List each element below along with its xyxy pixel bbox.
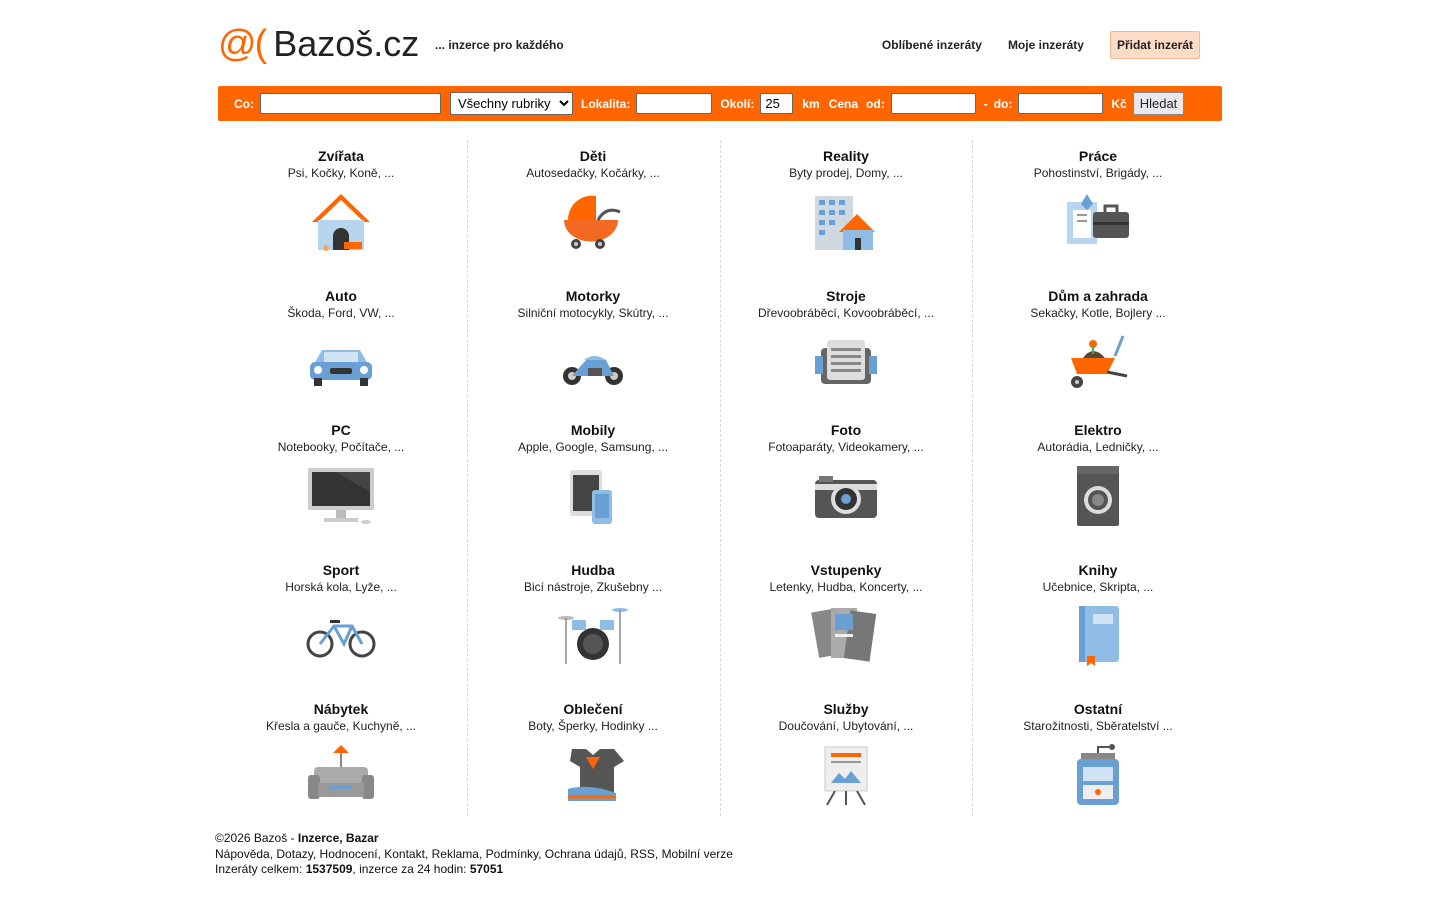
tickets-icon[interactable] xyxy=(811,604,881,668)
footer-link-privacy[interactable]: Ochrana údajů xyxy=(544,846,624,861)
site-footer xyxy=(215,831,733,878)
km-label: km xyxy=(802,96,820,111)
footer-copyright: ©2026 Bazoš - xyxy=(215,831,298,845)
nav-my-ads-link[interactable]: Moje inzeráty xyxy=(1007,38,1084,52)
machine-icon[interactable] xyxy=(811,330,881,394)
logo-at-mark: @( xyxy=(218,23,266,65)
stats-day: 57051 xyxy=(469,862,504,876)
site-header xyxy=(218,22,1222,66)
currency-label: Kč xyxy=(1111,96,1127,111)
category-subtitle: Sekačky, Kotle, Bojlery ... xyxy=(1030,306,1166,320)
stroller-icon[interactable] xyxy=(558,190,628,254)
radius-input[interactable] xyxy=(760,93,793,114)
category-subtitle: Letenky, Hudba, Koncerty, ... xyxy=(769,580,923,594)
sofa-icon[interactable] xyxy=(306,743,376,807)
category-subtitle: Byty prodej, Domy, ... xyxy=(789,166,903,180)
search-query-input[interactable] xyxy=(260,93,441,114)
category-5[interactable] xyxy=(216,288,466,394)
stats-total-label: Inzeráty celkem: xyxy=(215,862,306,876)
category-subtitle: Horská kola, Lyže, ... xyxy=(285,580,397,594)
category-4[interactable] xyxy=(973,148,1223,254)
washing-machine-icon[interactable] xyxy=(1063,464,1133,528)
category-title[interactable]: Děti xyxy=(579,148,607,164)
category-12[interactable] xyxy=(973,422,1223,528)
category-14[interactable] xyxy=(468,562,718,668)
category-title[interactable]: Foto xyxy=(830,422,862,438)
footer-link-faq[interactable]: Dotazy xyxy=(276,846,313,861)
category-subtitle: Dřevoobráběcí, Kovoobráběcí, ... xyxy=(757,306,935,320)
buildings-icon[interactable] xyxy=(811,190,881,254)
category-title[interactable]: Reality xyxy=(823,148,869,164)
search-bar xyxy=(218,86,1222,121)
book-icon[interactable] xyxy=(1063,604,1133,668)
category-subtitle: Autosedačky, Kočárky, ... xyxy=(526,166,660,180)
category-title[interactable]: Vstupenky xyxy=(810,562,882,578)
category-18[interactable] xyxy=(468,701,718,807)
category-10[interactable] xyxy=(468,422,718,528)
logo-name: Bazoš.cz xyxy=(273,23,420,64)
category-11[interactable] xyxy=(721,422,971,528)
cena-label: Cena xyxy=(828,96,859,111)
category-subtitle: Křesla a gauče, Kuchyně, ... xyxy=(265,719,417,733)
category-8[interactable] xyxy=(973,288,1223,394)
category-subtitle: Doučování, Ubytování, ... xyxy=(778,719,914,733)
price-from-label: od: xyxy=(866,96,885,111)
top-nav xyxy=(856,31,1200,59)
category-3[interactable] xyxy=(721,148,971,254)
drums-icon[interactable] xyxy=(558,604,628,668)
category-19[interactable] xyxy=(721,701,971,807)
category-title[interactable]: Auto xyxy=(325,288,357,304)
co-label: Co: xyxy=(234,96,254,111)
site-logo[interactable] xyxy=(218,22,419,66)
footer-link-mobile[interactable]: Mobilní verze xyxy=(661,846,733,861)
category-title[interactable]: Zvířata xyxy=(318,148,364,164)
stats-day-label: , inzerce za 24 hodin: xyxy=(352,862,470,876)
category-subtitle: Notebooky, Počítače, ... xyxy=(277,440,405,454)
category-subtitle: Učebnice, Skripta, ... xyxy=(1042,580,1154,594)
footer-link-contact[interactable]: Kontakt xyxy=(384,846,425,861)
stats-total: 1537509 xyxy=(305,862,353,876)
footer-link-terms[interactable]: Podmínky xyxy=(485,846,539,861)
category-subtitle: Starožitnosti, Sběratelství ... xyxy=(1023,719,1173,733)
category-title[interactable]: Elektro xyxy=(1074,422,1122,438)
category-subtitle: Bicí nástroje, Zkušebny ... xyxy=(523,580,663,594)
wheelbarrow-icon[interactable] xyxy=(1063,330,1133,394)
footer-link-help[interactable]: Nápověda xyxy=(215,846,270,861)
footer-copyright-line xyxy=(215,831,733,847)
category-title[interactable]: Sport xyxy=(322,562,360,578)
phones-icon[interactable] xyxy=(558,464,628,528)
category-title[interactable]: PC xyxy=(331,422,351,438)
category-title[interactable]: Ostatní xyxy=(1073,701,1123,717)
nav-favorites-link[interactable]: Oblíbené inzeráty xyxy=(881,38,982,52)
category-1[interactable] xyxy=(216,148,466,254)
category-16[interactable] xyxy=(973,562,1223,668)
car-icon[interactable] xyxy=(306,330,376,394)
category-subtitle: Autorádia, Ledničky, ... xyxy=(1037,440,1159,454)
category-subtitle: Fotoaparáty, Videokamery, ... xyxy=(768,440,924,454)
okoli-label: Okolí: xyxy=(720,96,755,111)
category-title[interactable]: Dům a zahrada xyxy=(1048,288,1148,304)
footer-link-ads[interactable]: Reklama xyxy=(431,846,479,861)
bicycle-icon[interactable] xyxy=(306,604,376,668)
category-subtitle: Psi, Kočky, Koně, ... xyxy=(287,166,395,180)
category-title[interactable]: Mobily xyxy=(570,422,616,438)
price-from-input[interactable] xyxy=(891,93,976,114)
motorcycle-icon[interactable] xyxy=(558,330,628,394)
category-title[interactable]: Oblečení xyxy=(563,701,623,717)
category-13[interactable] xyxy=(216,562,466,668)
search-button[interactable]: Hledat xyxy=(1133,92,1185,115)
add-ad-button[interactable]: Přidat inzerát xyxy=(1110,31,1200,59)
camera-icon[interactable] xyxy=(811,464,881,528)
monitor-icon[interactable] xyxy=(306,464,376,528)
lokalita-label: Lokalita: xyxy=(581,96,631,111)
category-subtitle: Boty, Šperky, Hodinky ... xyxy=(528,719,658,733)
category-title[interactable]: Knihy xyxy=(1078,562,1118,578)
category-6[interactable] xyxy=(468,288,718,394)
category-grid xyxy=(215,140,1225,816)
footer-link-ratings[interactable]: Hodnocení xyxy=(319,846,378,861)
footer-stats xyxy=(215,862,733,878)
category-9[interactable] xyxy=(216,422,466,528)
category-17[interactable] xyxy=(216,701,466,807)
price-dash: - xyxy=(983,96,988,111)
clothes-icon[interactable] xyxy=(558,743,628,807)
price-to-label: do: xyxy=(993,96,1013,111)
category-title[interactable]: Stroje xyxy=(826,288,866,304)
category-subtitle: Silniční motocykly, Skútry, ... xyxy=(517,306,669,320)
category-select[interactable] xyxy=(450,92,573,115)
doghouse-icon[interactable] xyxy=(306,190,376,254)
briefcase-icon[interactable] xyxy=(1063,190,1133,254)
category-title[interactable]: Nábytek xyxy=(313,701,369,717)
category-subtitle: Škoda, Ford, VW, ... xyxy=(287,306,395,320)
grinder-icon[interactable] xyxy=(1063,743,1133,807)
category-2[interactable] xyxy=(468,148,718,254)
site-tagline: ... inzerce pro každého xyxy=(435,38,564,52)
category-subtitle: Apple, Google, Samsung, ... xyxy=(517,440,669,454)
category-title[interactable]: Hudba xyxy=(571,562,615,578)
location-input[interactable] xyxy=(636,93,712,114)
price-to-input[interactable] xyxy=(1018,93,1103,114)
category-title[interactable]: Služby xyxy=(823,701,869,717)
category-7[interactable] xyxy=(721,288,971,394)
category-title[interactable]: Práce xyxy=(1078,148,1118,164)
footer-link-rss[interactable]: RSS xyxy=(630,846,655,861)
category-20[interactable] xyxy=(973,701,1223,807)
category-title[interactable]: Motorky xyxy=(565,288,621,304)
category-subtitle: Pohostinství, Brigády, ... xyxy=(1033,166,1163,180)
category-15[interactable] xyxy=(721,562,971,668)
easel-icon[interactable] xyxy=(811,743,881,807)
footer-links: Nápověda, Dotazy, Hodnocení, Kontakt, Reklama, Podmínky, Ochrana údajů, RSS, Mobilní verze xyxy=(215,846,733,861)
footer-brand: Inzerce, Bazar xyxy=(297,831,379,845)
